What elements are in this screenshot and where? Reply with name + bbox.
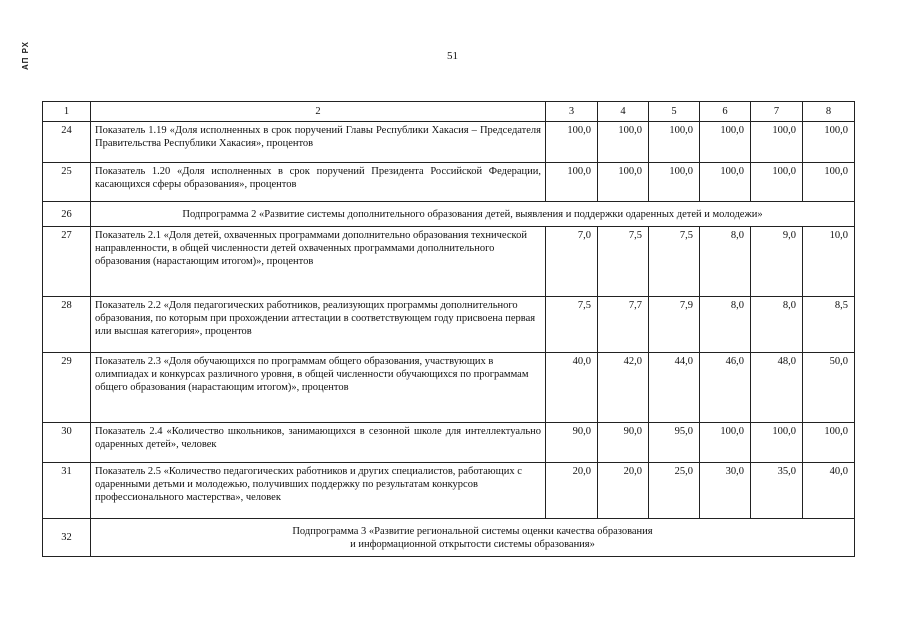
side-margin-label: АП РХ bbox=[21, 40, 30, 70]
indicator-description: Показатель 2.4 «Количество школьников, занимающихся в сезонной школе для интеллектуально одаренных детей», человек bbox=[91, 423, 546, 463]
value-cell: 100,0 bbox=[803, 423, 855, 463]
column-header: 4 bbox=[598, 102, 649, 122]
value-cell: 100,0 bbox=[649, 163, 700, 202]
value-cell: 100,0 bbox=[803, 163, 855, 202]
indicator-description: Показатель 2.1 «Доля детей, охваченных программами дополнительно образования технической направленности, в общей численности детей охваченных программами дополнительного образования (нарастающим итогом)», процентов bbox=[91, 227, 546, 297]
value-cell: 8,0 bbox=[751, 297, 803, 353]
column-header: 6 bbox=[700, 102, 751, 122]
value-cell: 30,0 bbox=[700, 463, 751, 519]
value-cell: 50,0 bbox=[803, 353, 855, 423]
row-number: 28 bbox=[43, 297, 91, 353]
value-cell: 7,5 bbox=[649, 227, 700, 297]
column-header: 5 bbox=[649, 102, 700, 122]
column-header: 8 bbox=[803, 102, 855, 122]
value-cell: 100,0 bbox=[751, 163, 803, 202]
value-cell: 46,0 bbox=[700, 353, 751, 423]
indicator-description: Показатель 2.2 «Доля педагогических работников, реализующих программы дополнительного образования, по которым при прохождении аттестации в соответствующем году присвоена первая или высшая категория», процентов bbox=[91, 297, 546, 353]
value-cell: 42,0 bbox=[598, 353, 649, 423]
value-cell: 100,0 bbox=[598, 122, 649, 163]
row-number: 32 bbox=[43, 519, 91, 557]
value-cell: 100,0 bbox=[751, 122, 803, 163]
value-cell: 100,0 bbox=[546, 163, 598, 202]
row-number: 31 bbox=[43, 463, 91, 519]
value-cell: 95,0 bbox=[649, 423, 700, 463]
value-cell: 40,0 bbox=[546, 353, 598, 423]
value-cell: 8,0 bbox=[700, 227, 751, 297]
value-cell: 35,0 bbox=[751, 463, 803, 519]
table-row bbox=[43, 463, 855, 519]
value-cell: 10,0 bbox=[803, 227, 855, 297]
value-cell: 9,0 bbox=[751, 227, 803, 297]
indicator-description: Показатель 2.5 «Количество педагогических работников и других специалистов, работающих с одаренными детьми и молодежью, получивших поддержку по результатам конкурсов профессионального мастерства», человек bbox=[91, 463, 546, 519]
value-cell: 7,5 bbox=[546, 297, 598, 353]
value-cell: 7,7 bbox=[598, 297, 649, 353]
row-number: 30 bbox=[43, 423, 91, 463]
column-header: 7 bbox=[751, 102, 803, 122]
page-number: 51 bbox=[447, 50, 458, 62]
subprogram-title-line: и информационной открытости системы образования» bbox=[350, 538, 595, 550]
value-cell: 100,0 bbox=[700, 122, 751, 163]
table-row bbox=[43, 163, 855, 202]
value-cell: 100,0 bbox=[700, 163, 751, 202]
row-number: 26 bbox=[43, 202, 91, 227]
value-cell: 25,0 bbox=[649, 463, 700, 519]
value-cell: 100,0 bbox=[546, 122, 598, 163]
value-cell: 90,0 bbox=[598, 423, 649, 463]
subprogram-title bbox=[91, 519, 855, 557]
subprogram-title: Подпрограмма 2 «Развитие системы дополнительного образования детей, выявления и поддержки одаренных детей и молодежи» bbox=[91, 202, 855, 227]
value-cell: 100,0 bbox=[700, 423, 751, 463]
indicator-description: Показатель 2.3 «Доля обучающихся по программам общего образования, участвующих в олимпиадах и конкурсах различного уровня, в общей численности обучающихся по программам общего образования (нарастающим итогом)», процентов bbox=[91, 353, 546, 423]
row-number: 29 bbox=[43, 353, 91, 423]
value-cell: 7,9 bbox=[649, 297, 700, 353]
row-number: 25 bbox=[43, 163, 91, 202]
table-row bbox=[43, 297, 855, 353]
value-cell: 7,0 bbox=[546, 227, 598, 297]
row-number: 27 bbox=[43, 227, 91, 297]
value-cell: 8,0 bbox=[700, 297, 751, 353]
value-cell: 7,5 bbox=[598, 227, 649, 297]
table-row bbox=[43, 227, 855, 297]
value-cell: 100,0 bbox=[598, 163, 649, 202]
value-cell: 100,0 bbox=[751, 423, 803, 463]
value-cell: 20,0 bbox=[598, 463, 649, 519]
indicator-description: Показатель 1.19 «Доля исполненных в срок поручений Главы Республики Хакасия – Председателя Правительства Республики Хакасия», процентов bbox=[91, 122, 546, 163]
table-header-row bbox=[43, 102, 855, 122]
table-row bbox=[43, 353, 855, 423]
indicator-description: Показатель 1.20 «Доля исполненных в срок поручений Президента Российской Федерации, касающихся сферы образования», процентов bbox=[91, 163, 546, 202]
value-cell: 48,0 bbox=[751, 353, 803, 423]
row-number: 24 bbox=[43, 122, 91, 163]
value-cell: 44,0 bbox=[649, 353, 700, 423]
value-cell: 8,5 bbox=[803, 297, 855, 353]
value-cell: 100,0 bbox=[803, 122, 855, 163]
subprogram-title-line: Подпрограмма 3 «Развитие региональной системы оценки качества образования bbox=[292, 525, 653, 537]
column-header: 2 bbox=[91, 102, 546, 122]
column-header: 1 bbox=[43, 102, 91, 122]
table-row bbox=[43, 202, 855, 227]
indicators-table bbox=[42, 101, 855, 557]
column-header: 3 bbox=[546, 102, 598, 122]
table-row bbox=[43, 519, 855, 557]
table-row bbox=[43, 122, 855, 163]
value-cell: 20,0 bbox=[546, 463, 598, 519]
value-cell: 100,0 bbox=[649, 122, 700, 163]
value-cell: 90,0 bbox=[546, 423, 598, 463]
table-row bbox=[43, 423, 855, 463]
value-cell: 40,0 bbox=[803, 463, 855, 519]
